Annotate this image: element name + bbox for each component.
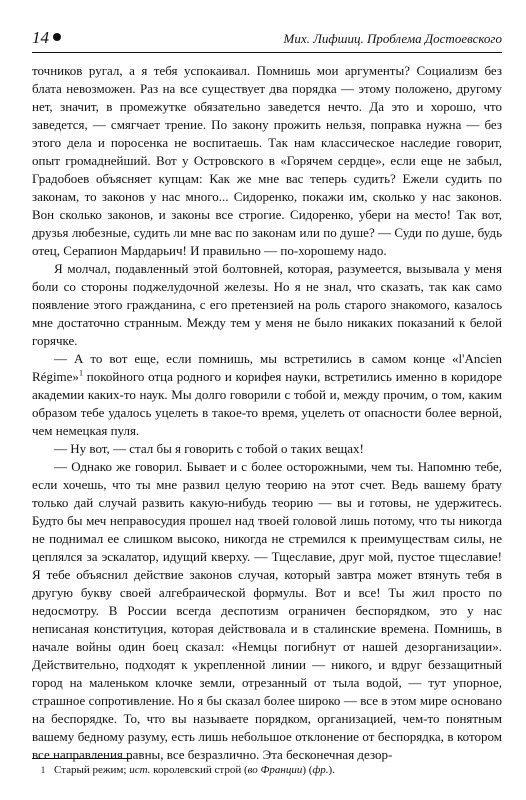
page-body [32, 62, 502, 764]
footnote-marker[interactable]: 1 [78, 368, 83, 378]
paragraph-2: Я молчал, подавленный этой болтовней, которая, разумеется, вызывала у меня боли со стороны поджелудочной железы. Но я не знал, что сказать, так как само появление этого гражданина, с его претензией на роль старого знакомого, казалось мне достаточно странным. Между тем у меня не было никаких показаний к белой горячке. [32, 261, 502, 348]
running-title: Мих. Лифшиц. Проблема Достоевского [283, 31, 502, 46]
paragraph-5: — Однако же говорил. Бывает и с более осторожными, чем ты. Напомню тебе, если хочешь, что ты мне развил целую теорию на этот счет. Ведь вашему брату только дай случай развить какую-нибудь теорию — вы и готовы, не удержитесь. Будто бы меч неправосудия прошел над твоей головой лишь потому, что ты никогда не поднимал ее слишком высоко, никогда не стремился к преимуществам силы, не цеплялся за эскалатор, идущий кверху. — Тщеславие, друг мой, пустое тщеславие! Я тебе объяснил действие законов случая, который завтра может втянуть тебя в другую букву своей алгебраической формулы. Вот и все! Ты жил просто по недосмотру. В России всегда деспотизм ограничен беспорядком, это у нас неписаная конституция, которая действовала и в сталинские времена. Помнишь, в начале войны один боец сказал: «Немцы погибнут от нашей дезорганизации». Действительно, подходят к укрепленной линии — никого, и вдруг беззащитный город на маленьком клочке земли, отрезанный от тыла водой, — тут упорное, страшное сопротивление. Но я бы сказал более широко — все в этом мире основано на беспорядке. То, что вы называете порядком, организацией, чем-то понятным вашему бедному разуму, есть лишь небольшое отклонение от беспорядка, в котором все направления равны, все безразлично. Эта бесконечная дезор- [32, 459, 502, 762]
bullet-icon [53, 33, 61, 41]
page-number: 14 [32, 28, 61, 48]
paragraph-4: — Ну вот, — стал бы я говорить с тобой о таких вещах! [54, 441, 364, 456]
footnote-number: 1 [40, 765, 46, 775]
paragraph-3: — А то вот еще, если помнишь, мы встретились в самом конце «l'Ancien Régime»$^1$ покойного отца родного и корифея науки, встретились именно в коридоре академии каких-то наук. Мы долго говорили с тобой и, между прочим, о том, каким образом тебе удалось уцелеть в такое-то время, уцелеть от опасности более верной, чем немецкая пуля. [32, 351, 502, 438]
footnote: 1 Старый режим; ист. королевский строй (во Франции) (фр.). [32, 763, 502, 777]
running-header [32, 26, 502, 53]
paragraph-1: точников ругал, а я тебя успокаивал. Помнишь мои аргументы? Социализм без блата невозможен. Раз на все существует два порядка — этому положено, другому нет, значит, в промежутке обязательно заведется нечто. Да это и хорошо, что заведется, — смягчает трение. По закону прожить нельзя, поправка нужна — без этого дела и поросенка не воспитаешь. Так нам классическое наследие говорит, опыт громаднейший. Вот у Островского в «Горячем сердце», если еще не забыл, Градобоев объясняет купцам: Как же мне вас теперь судить? Ежели судить по законам, то законов у нас много... Сидоренко, покажи им, сколько у нас законов. Вон сколько законов, и законы все строгие. Сидоренко, убери на место! Так вот, друзья любезные, судить ли мне вас по законам или по душе? — Суди по душе, будь отец, Серапион Мардарьич! И правильно — по-хорошему надо. [32, 63, 502, 258]
footnote-divider [32, 758, 132, 759]
